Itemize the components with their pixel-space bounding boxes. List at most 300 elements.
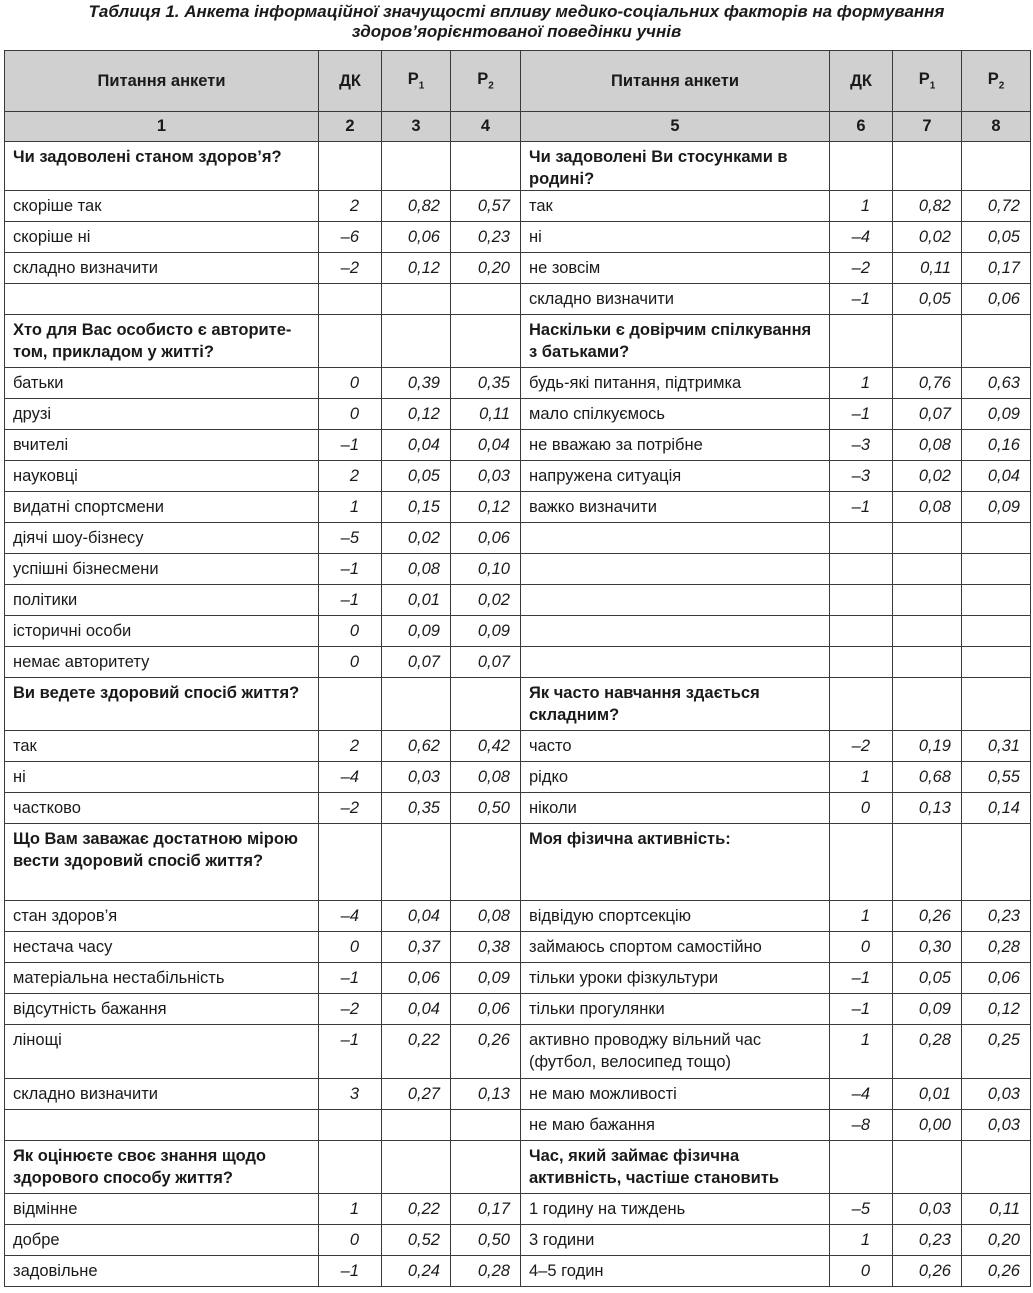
dk-cell: 1 (319, 492, 382, 523)
table-row (5, 222, 1031, 253)
dk-cell (319, 824, 382, 901)
question-cell: складно визначити (521, 284, 830, 315)
p2-cell (451, 142, 521, 191)
dk-cell: –1 (319, 963, 382, 994)
p1-cell: 0,01 (893, 1079, 962, 1110)
p2-cell (962, 523, 1031, 554)
p1-cell: 0,02 (893, 461, 962, 492)
p2-cell: 0,16 (962, 430, 1031, 461)
p2-cell: 0,02 (451, 585, 521, 616)
question-cell: будь-які питання, підтримка (521, 368, 830, 399)
dk-cell: –1 (319, 554, 382, 585)
question-cell: ніколи (521, 793, 830, 824)
p2-cell (962, 315, 1031, 368)
dk-cell (830, 824, 893, 901)
dk-cell (830, 616, 893, 647)
p2-cell: 0,06 (451, 994, 521, 1025)
dk-cell: 2 (319, 731, 382, 762)
dk-cell (830, 315, 893, 368)
question-cell: мало спілкуємось (521, 399, 830, 430)
p-subscript: 2 (998, 80, 1005, 92)
dk-cell: –5 (319, 523, 382, 554)
header-row (5, 51, 1031, 112)
p2-cell (962, 585, 1031, 616)
p1-cell: 0,15 (382, 492, 451, 523)
dk-cell: 1 (830, 1225, 893, 1256)
dk-cell (319, 1110, 382, 1141)
dk-cell: 0 (830, 1256, 893, 1287)
table-row (5, 1110, 1031, 1141)
p1-cell: 0,04 (382, 430, 451, 461)
dk-cell: 0 (830, 793, 893, 824)
col-number: 6 (830, 112, 893, 142)
table-caption: Таблиця 1. Анкета інформаційної значущості впливу медико-соціальних факторів на формування здоров’яорієнтованої поведінки учнів (88, 2, 945, 41)
dk-cell (319, 315, 382, 368)
p1-cell: 0,03 (893, 1194, 962, 1225)
table-row (5, 1079, 1031, 1110)
p1-cell (382, 824, 451, 901)
table-row (5, 1025, 1031, 1079)
p2-cell (451, 1141, 521, 1194)
table-row (5, 994, 1031, 1025)
question-cell: Як часто навчання здається складним? (521, 678, 830, 731)
p1-cell: 0,09 (893, 994, 962, 1025)
col-number: 4 (451, 112, 521, 142)
p2-cell: 0,28 (451, 1256, 521, 1287)
dk-cell: 2 (319, 191, 382, 222)
question-cell: друзі (5, 399, 319, 430)
table-body (5, 142, 1031, 1287)
dk-cell: –2 (830, 253, 893, 284)
question-cell: так (5, 731, 319, 762)
p2-cell: 0,03 (962, 1110, 1031, 1141)
p-letter: Р (918, 70, 930, 89)
p2-cell (962, 1141, 1031, 1194)
question-cell: Як оцінюєте своє знання щодо здорового способу життя? (5, 1141, 319, 1194)
p1-cell: 0,00 (893, 1110, 962, 1141)
question-cell (521, 616, 830, 647)
p1-cell: 0,05 (382, 461, 451, 492)
p2-cell: 0,14 (962, 793, 1031, 824)
p1-cell: 0,82 (893, 191, 962, 222)
table-row (5, 284, 1031, 315)
question-cell: Ви ведете здоровий спосіб життя? (5, 678, 319, 731)
question-cell: складно визначити (5, 253, 319, 284)
question-cell: активно проводжу вільний час (футбол, велосипед тощо) (521, 1025, 830, 1079)
p2-cell (451, 315, 521, 368)
question-cell: добре (5, 1225, 319, 1256)
table-row (5, 191, 1031, 222)
p1-cell (893, 616, 962, 647)
dk-cell (830, 678, 893, 731)
question-cell (521, 523, 830, 554)
p2-cell: 0,09 (962, 399, 1031, 430)
p1-cell: 0,22 (382, 1025, 451, 1079)
table-row (5, 824, 1031, 901)
question-cell (521, 585, 830, 616)
p2-cell: 0,07 (451, 647, 521, 678)
p1-cell: 0,62 (382, 731, 451, 762)
question-cell: не вважаю за потрібне (521, 430, 830, 461)
table-row (5, 1194, 1031, 1225)
question-cell: напружена ситуація (521, 461, 830, 492)
question-cell: 3 години (521, 1225, 830, 1256)
p2-cell (451, 824, 521, 901)
p1-cell (893, 585, 962, 616)
dk-cell: 1 (830, 191, 893, 222)
dk-cell: 0 (319, 932, 382, 963)
question-cell: тільки прогулянки (521, 994, 830, 1025)
dk-cell: 1 (319, 1194, 382, 1225)
question-cell: не зовсім (521, 253, 830, 284)
dk-cell: 1 (830, 762, 893, 793)
dk-cell: 0 (319, 399, 382, 430)
p1-cell: 0,06 (382, 222, 451, 253)
p2-cell: 0,50 (451, 793, 521, 824)
dk-cell: –1 (319, 1025, 382, 1079)
question-cell: не маю можливості (521, 1079, 830, 1110)
table-row (5, 793, 1031, 824)
question-cell: успішні бізнесмени (5, 554, 319, 585)
question-cell: ні (521, 222, 830, 253)
dk-cell: –1 (830, 399, 893, 430)
p2-cell (962, 824, 1031, 901)
dk-cell: –2 (319, 253, 382, 284)
dk-cell: –1 (830, 284, 893, 315)
p2-cell: 0,03 (962, 1079, 1031, 1110)
p1-cell (893, 315, 962, 368)
p-letter: Р (407, 70, 419, 89)
p1-cell: 0,04 (382, 994, 451, 1025)
question-cell: так (521, 191, 830, 222)
col-header-dk: ДК (830, 51, 893, 112)
p1-cell (893, 647, 962, 678)
dk-cell: –1 (319, 430, 382, 461)
p1-cell: 0,24 (382, 1256, 451, 1287)
p1-cell (382, 1110, 451, 1141)
p1-cell: 0,02 (382, 523, 451, 554)
col-number: 8 (962, 112, 1031, 142)
question-cell: відмінне (5, 1194, 319, 1225)
p2-cell: 0,11 (451, 399, 521, 430)
question-cell: важко визначити (521, 492, 830, 523)
question-cell: частково (5, 793, 319, 824)
p1-cell: 0,27 (382, 1079, 451, 1110)
dk-cell: –6 (319, 222, 382, 253)
p2-cell: 0,12 (962, 994, 1031, 1025)
dk-cell: –5 (830, 1194, 893, 1225)
p2-cell: 0,63 (962, 368, 1031, 399)
dk-cell: –8 (830, 1110, 893, 1141)
table-row (5, 1141, 1031, 1194)
question-cell: батьки (5, 368, 319, 399)
p2-cell: 0,17 (451, 1194, 521, 1225)
p1-cell (382, 1141, 451, 1194)
table-row (5, 963, 1031, 994)
p2-cell: 0,25 (962, 1025, 1031, 1079)
p2-cell: 0,09 (962, 492, 1031, 523)
p1-cell: 0,52 (382, 1225, 451, 1256)
question-cell: тільки уроки фізкультури (521, 963, 830, 994)
dk-cell (319, 1141, 382, 1194)
col-header-question: Питання анкети (521, 51, 830, 112)
p2-cell (962, 647, 1031, 678)
dk-cell: –4 (830, 222, 893, 253)
dk-cell: 0 (319, 368, 382, 399)
col-header-question: Питання анкети (5, 51, 319, 112)
dk-cell: –1 (319, 1256, 382, 1287)
p2-cell: 0,13 (451, 1079, 521, 1110)
question-cell: Час, який займає фізична активність, частіше становить (521, 1141, 830, 1194)
p1-cell (382, 315, 451, 368)
table-row (5, 523, 1031, 554)
col-header-dk: ДК (319, 51, 382, 112)
dk-cell: 3 (319, 1079, 382, 1110)
col-header-p1 (382, 51, 451, 112)
p1-cell: 0,76 (893, 368, 962, 399)
question-cell: ні (5, 762, 319, 793)
question-cell: науковці (5, 461, 319, 492)
question-cell: видатні спортсмени (5, 492, 319, 523)
p1-cell: 0,07 (382, 647, 451, 678)
p1-cell (893, 523, 962, 554)
p1-cell: 0,03 (382, 762, 451, 793)
p-letter: Р (987, 70, 999, 89)
p-subscript: 2 (488, 80, 494, 92)
question-cell: нестача часу (5, 932, 319, 963)
p1-cell: 0,26 (893, 1256, 962, 1287)
table-row (5, 901, 1031, 932)
p1-cell: 0,05 (893, 963, 962, 994)
p2-cell: 0,05 (962, 222, 1031, 253)
p2-cell (451, 1110, 521, 1141)
p1-cell: 0,26 (893, 901, 962, 932)
p2-cell: 0,09 (451, 616, 521, 647)
p1-cell (382, 142, 451, 191)
p2-cell: 0,20 (962, 1225, 1031, 1256)
question-cell: вчителі (5, 430, 319, 461)
dk-cell: –3 (830, 430, 893, 461)
dk-cell: –2 (830, 731, 893, 762)
p2-cell: 0,11 (962, 1194, 1031, 1225)
table-row (5, 932, 1031, 963)
dk-cell: 0 (830, 932, 893, 963)
col-number: 5 (521, 112, 830, 142)
column-number-row (5, 112, 1031, 142)
table-row (5, 585, 1031, 616)
p1-cell: 0,22 (382, 1194, 451, 1225)
p2-cell (451, 284, 521, 315)
p2-cell (962, 678, 1031, 731)
p2-cell: 0,08 (451, 901, 521, 932)
question-cell (5, 284, 319, 315)
question-cell: 1 годину на тиждень (521, 1194, 830, 1225)
question-cell: складно визначити (5, 1079, 319, 1110)
p1-cell: 0,01 (382, 585, 451, 616)
question-cell: відсутність бажання (5, 994, 319, 1025)
p2-cell: 0,06 (962, 284, 1031, 315)
dk-cell (830, 585, 893, 616)
table-row (5, 1256, 1031, 1287)
p2-cell (962, 616, 1031, 647)
p2-cell: 0,20 (451, 253, 521, 284)
dk-cell: –1 (319, 585, 382, 616)
question-cell: лінощі (5, 1025, 319, 1079)
question-cell: займаюсь спортом самостійно (521, 932, 830, 963)
question-cell: не маю бажання (521, 1110, 830, 1141)
question-cell: історичні особи (5, 616, 319, 647)
p1-cell: 0,06 (382, 963, 451, 994)
p1-cell: 0,37 (382, 932, 451, 963)
dk-cell: 0 (319, 1225, 382, 1256)
p2-cell: 0,09 (451, 963, 521, 994)
dk-cell: 0 (319, 647, 382, 678)
p1-cell: 0,35 (382, 793, 451, 824)
question-cell: часто (521, 731, 830, 762)
question-cell: Чи задоволені Ви стосунками в родині? (521, 142, 830, 191)
p1-cell (893, 824, 962, 901)
p1-cell (893, 554, 962, 585)
question-cell: рідко (521, 762, 830, 793)
p1-cell: 0,08 (893, 430, 962, 461)
table-row (5, 430, 1031, 461)
p1-cell (382, 678, 451, 731)
p2-cell: 0,17 (962, 253, 1031, 284)
p2-cell: 0,42 (451, 731, 521, 762)
dk-cell: –4 (319, 901, 382, 932)
p2-cell: 0,26 (451, 1025, 521, 1079)
table-row (5, 678, 1031, 731)
dk-cell: –2 (319, 994, 382, 1025)
p2-cell: 0,50 (451, 1225, 521, 1256)
p1-cell: 0,07 (893, 399, 962, 430)
table-row (5, 554, 1031, 585)
dk-cell (319, 142, 382, 191)
question-cell: скоріше так (5, 191, 319, 222)
p1-cell: 0,02 (893, 222, 962, 253)
question-cell: 4–5 годин (521, 1256, 830, 1287)
p2-cell: 0,35 (451, 368, 521, 399)
p2-cell: 0,55 (962, 762, 1031, 793)
dk-cell: 2 (319, 461, 382, 492)
dk-cell: 1 (830, 368, 893, 399)
question-cell: відвідую спортсекцію (521, 901, 830, 932)
question-cell: немає авторитету (5, 647, 319, 678)
p1-cell: 0,12 (382, 253, 451, 284)
col-header-p2 (451, 51, 521, 112)
table-row (5, 368, 1031, 399)
p2-cell: 0,23 (451, 222, 521, 253)
p1-cell: 0,11 (893, 253, 962, 284)
col-header-p2 (962, 51, 1031, 112)
dk-cell: 1 (830, 901, 893, 932)
p2-cell (962, 142, 1031, 191)
table-row (5, 1225, 1031, 1256)
dk-cell (830, 523, 893, 554)
dk-cell: –1 (830, 492, 893, 523)
col-number: 2 (319, 112, 382, 142)
p2-cell (451, 678, 521, 731)
table-row (5, 399, 1031, 430)
p2-cell: 0,04 (962, 461, 1031, 492)
table-row (5, 492, 1031, 523)
question-cell: Наскільки є довірчим спілкування з батьками? (521, 315, 830, 368)
dk-cell (830, 1141, 893, 1194)
p1-cell: 0,28 (893, 1025, 962, 1079)
p2-cell: 0,26 (962, 1256, 1031, 1287)
question-cell (521, 647, 830, 678)
p2-cell: 0,31 (962, 731, 1031, 762)
question-cell: Моя фізична активність: (521, 824, 830, 901)
p1-cell: 0,23 (893, 1225, 962, 1256)
dk-cell: –2 (319, 793, 382, 824)
p1-cell: 0,12 (382, 399, 451, 430)
table-row (5, 731, 1031, 762)
p1-cell: 0,08 (893, 492, 962, 523)
question-cell: Що Вам заважає достатною мірою вести здоровий спосіб життя? (5, 824, 319, 901)
p1-cell (893, 142, 962, 191)
dk-cell (830, 647, 893, 678)
question-cell: скоріше ні (5, 222, 319, 253)
dk-cell: 0 (319, 616, 382, 647)
p2-cell: 0,06 (962, 963, 1031, 994)
col-header-p1 (893, 51, 962, 112)
question-cell (5, 1110, 319, 1141)
col-number: 7 (893, 112, 962, 142)
table-row (5, 315, 1031, 368)
dk-cell (319, 678, 382, 731)
table-row (5, 461, 1031, 492)
dk-cell (830, 554, 893, 585)
col-number: 3 (382, 112, 451, 142)
dk-cell: 1 (830, 1025, 893, 1079)
dk-cell: –1 (830, 963, 893, 994)
p1-cell: 0,30 (893, 932, 962, 963)
p2-cell: 0,72 (962, 191, 1031, 222)
p1-cell: 0,04 (382, 901, 451, 932)
p1-cell: 0,39 (382, 368, 451, 399)
dk-cell: –4 (319, 762, 382, 793)
p2-cell: 0,10 (451, 554, 521, 585)
col-number: 1 (5, 112, 319, 142)
p-letter: Р (477, 70, 489, 89)
question-cell (521, 554, 830, 585)
dk-cell (319, 284, 382, 315)
p2-cell: 0,38 (451, 932, 521, 963)
p2-cell: 0,28 (962, 932, 1031, 963)
table-row (5, 762, 1031, 793)
question-cell: матеріальна нестабільність (5, 963, 319, 994)
question-cell: діячі шоу-бізнесу (5, 523, 319, 554)
p2-cell: 0,04 (451, 430, 521, 461)
question-cell: Чи задоволені станом здоров’я? (5, 142, 319, 191)
p2-cell: 0,08 (451, 762, 521, 793)
p1-cell (382, 284, 451, 315)
table-row (5, 253, 1031, 284)
p1-cell: 0,05 (893, 284, 962, 315)
p2-cell: 0,06 (451, 523, 521, 554)
p1-cell: 0,08 (382, 554, 451, 585)
table-row (5, 616, 1031, 647)
p2-cell: 0,57 (451, 191, 521, 222)
p2-cell: 0,03 (451, 461, 521, 492)
p2-cell: 0,12 (451, 492, 521, 523)
p2-cell: 0,23 (962, 901, 1031, 932)
dk-cell: –1 (830, 994, 893, 1025)
question-cell: задовільне (5, 1256, 319, 1287)
dk-cell: –3 (830, 461, 893, 492)
p1-cell (893, 678, 962, 731)
